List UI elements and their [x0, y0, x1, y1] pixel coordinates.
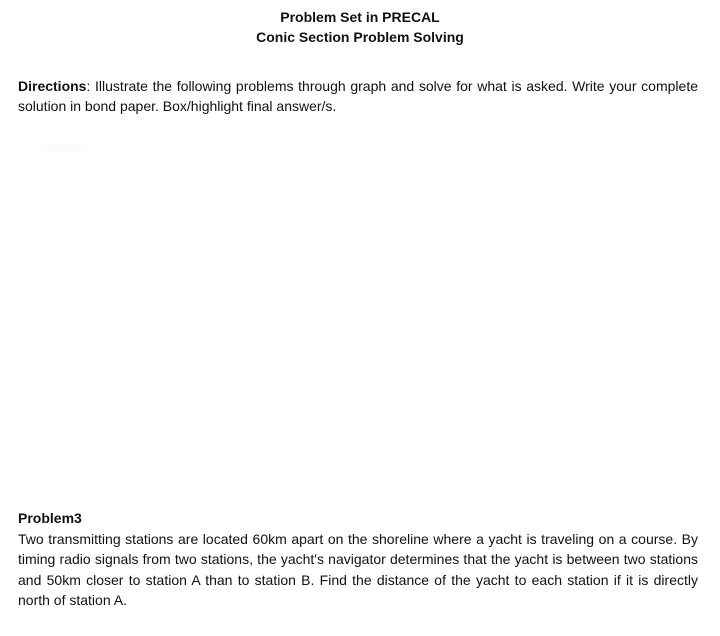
page-title: Problem Set in PRECAL — [280, 9, 440, 25]
scan-smudge — [34, 140, 96, 156]
page-subtitle: Conic Section Problem Solving — [256, 29, 464, 45]
problem-title: Problem3 — [18, 510, 82, 526]
problem-text: Two transmitting stations are located 60km apart on the shoreline where a yacht is traveling on a course. By timing radio signals from two stations, the yacht's navigator determines that the yacht is between two stations and 50km closer to station A than to station B. Find the distance of the yacht to each station if it is directly north of station A. — [18, 531, 698, 609]
document-header — [0, 7, 720, 47]
directions-text: : Illustrate the following problems through graph and solve for what is asked. Write your complete solution in bond paper. Box/highlight final answer/s. — [18, 78, 698, 114]
directions-label: Directions — [18, 78, 87, 94]
directions-paragraph — [18, 76, 698, 116]
problem-section — [18, 508, 698, 611]
